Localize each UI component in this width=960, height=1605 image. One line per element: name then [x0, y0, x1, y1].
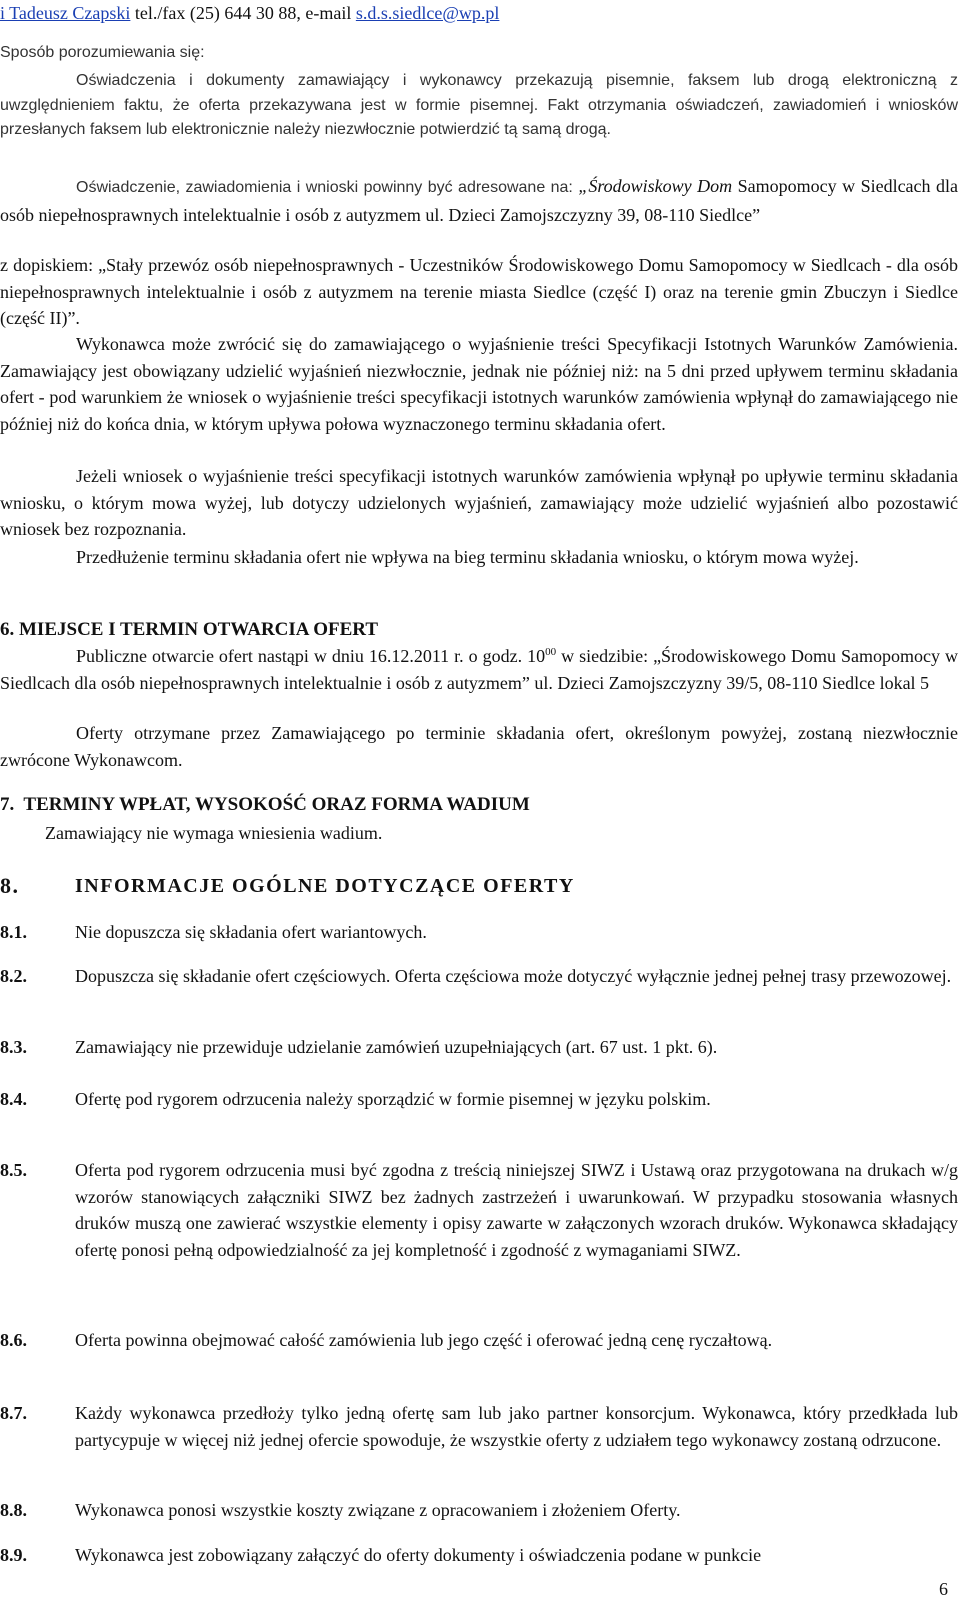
- item-number: 8.7.: [0, 1403, 27, 1423]
- item-text: Nie dopuszcza się składania ofert wariantowych.: [75, 922, 427, 942]
- section-6-paragraph-2: Oferty otrzymane przez Zamawiającego po terminie składania ofert, określonym powyżej, zostaną niezwłocznie zwrócone Wykonawcom.: [0, 723, 958, 770]
- opening-time-minutes: 00: [545, 646, 557, 658]
- communication-paragraph-2: [0, 173, 958, 228]
- item-number: 8.3.: [0, 1037, 27, 1057]
- item-number: 8.4.: [0, 1089, 27, 1109]
- communication-heading: Sposób porozumiewania się:: [0, 44, 205, 61]
- item-number: 8.5.: [0, 1160, 27, 1180]
- section-8-heading: [0, 873, 958, 901]
- page-number: 6: [939, 1579, 948, 1599]
- list-item: [0, 1086, 958, 1113]
- item-text: Zamawiający nie przewiduje udzielanie zamówień uzupełniających (art. 67 ust. 1 pkt. 6).: [75, 1037, 718, 1057]
- address-lead: Oświadczenie, zawiadomienia i wnioski powinny być adresowane na:: [76, 179, 579, 196]
- address-name: „Środowiskowy Dom: [578, 176, 733, 196]
- section-7-paragraph: Zamawiający nie wymaga wniesienia wadium.: [45, 823, 383, 843]
- item-number: 8.8.: [0, 1500, 27, 1520]
- item-text: Ofertę pod rygorem odrzucenia należy sporządzić w formie pisemnej w języku polskim.: [75, 1089, 711, 1109]
- address-rest: Samopomocy w Siedlcach dla osób niepełnosprawnych intelektualnie i osób z autyzmem ul. Dzieci Zamojszczyzny 39, 08-110 Siedlce”: [0, 176, 959, 225]
- item-text: Oferta powinna obejmować całość zamówienia lub jego część i oferować jedną cenę ryczałtową.: [75, 1330, 773, 1350]
- communication-paragraph-6: Przedłużenie terminu składania ofert nie wpływa na bieg terminu składania wniosku, o którym mowa wyżej.: [76, 547, 859, 567]
- list-item: [0, 1034, 958, 1061]
- section-7-heading: 7. TERMINY WPŁAT, WYSOKOŚĆ ORAZ FORMA WADIUM: [0, 794, 530, 815]
- item-text: Oferta pod rygorem odrzucenia musi być zgodna z treścią niniejszej SIWZ i Ustawą oraz przygotowana na drukach w/g wzorów stanowiących załączniki SIWZ bez żadnych zastrzeżeń i uwarunkowań. W przypadku stosowania własnych druków muszą one zawierać wszystkie elementy i opisy zawarte w załączonych wzorach druków. Wykonawca składający ofertę ponosi pełną odpowiedzialność za jej kompletność i zgodność z wymaganiami SIWZ.: [75, 1160, 958, 1260]
- contact-phone: tel./fax (25) 644 30 88, e-mail: [130, 3, 356, 23]
- list-item: [0, 1497, 958, 1524]
- contact-email-link[interactable]: s.d.s.siedlce@wp.pl: [355, 3, 500, 23]
- list-item: [0, 919, 958, 946]
- contact-name[interactable]: i Tadeusz Czapski: [0, 3, 131, 23]
- communication-paragraph-1: Oświadczenia i dokumenty zamawiający i wykonawcy przekazują pisemnie, faksem lub drogą elektroniczną z uwzględnieniem faktu, że oferta przekazywana jest w formie pisemnej. Fakt otrzymania oświadczeń, zawiadomień i wniosków przesłanych faksem lub elektronicznie należy niezwłocznie potwierdzić tą samą drogą.: [0, 72, 958, 138]
- list-item: [0, 1542, 958, 1569]
- item-text: Wykonawca ponosi wszystkie koszty związane z opracowaniem i złożeniem Oferty.: [75, 1500, 681, 1520]
- item-number: 8.1.: [0, 922, 27, 942]
- section-6-paragraph-1: [0, 643, 958, 696]
- opening-location-text: w siedzibie: „Środowiskowego Domu Samopomocy w Siedlcach dla osób niepełnosprawnych intelektualnie i osób z autyzmem” ul. Dzieci Zamojszczyzny 39/5, 08-110 Siedlce lokal 5: [0, 646, 959, 693]
- opening-date-text: Publiczne otwarcie ofert nastąpi w dniu 16.12.2011 r. o godz. 10: [76, 646, 546, 666]
- item-text: Każdy wykonawca przedłoży tylko jedną ofertę sam lub jako partner konsorcjum. Wykonawca, który przedkłada lub partycypuje w więcej niż jednej ofercie spowoduje, że wszystkie oferty z udziałem tego wykonawcy zostaną odrzucone.: [75, 1403, 958, 1450]
- list-item: [0, 963, 958, 990]
- list-item: [0, 1157, 958, 1263]
- communication-paragraph-3: z dopiskiem: „Stały przewóz osób niepełnosprawnych - Uczestników Środowiskowego Domu Samopomocy w Siedlcach - dla osób niepełnosprawnych intelektualnie i osób z autyzmem na terenie miasta Siedlce (część I) oraz na terenie gmin Zbuczyn i Siedlce (część II)”.: [0, 255, 958, 328]
- list-item: [0, 1400, 958, 1453]
- section-8-number: 8.: [0, 873, 20, 898]
- item-text: Wykonawca jest zobowiązany załączyć do oferty dokumenty i oświadczenia podane w punkcie: [75, 1545, 762, 1565]
- item-number: 8.2.: [0, 966, 27, 986]
- contact-line: [0, 0, 958, 27]
- item-text: Dopuszcza się składanie ofert częściowych. Oferta częściowa może dotyczyć wyłącznie jednej pełnej trasy przewozowej.: [75, 966, 952, 986]
- section-8-title: INFORMACJE OGÓLNE DOTYCZĄCE OFERTY: [75, 875, 575, 897]
- list-item: [0, 1327, 958, 1354]
- communication-paragraph-4: Wykonawca może zwrócić się do zamawiającego o wyjaśnienie treści Specyfikacji Istotnych Warunków Zamówienia. Zamawiający jest obowiązany udzielić wyjaśnień niezwłocznie, jednak nie później niż: na 5 dni przed upływem terminu składania ofert - pod warunkiem że wniosek o wyjaśnienie treści specyfikacji istotnych warunków zamówienia wpłynął do zamawiającego nie później niż do końca dnia, w którym upływa połowa wyznaczonego terminu składania ofert.: [0, 334, 958, 434]
- communication-paragraph-5: Jeżeli wniosek o wyjaśnienie treści specyfikacji istotnych warunków zamówienia wpłynął po upływie terminu składania wniosku, o którym mowa wyżej, lub dotyczy udzielonych wyjaśnień, zamawiający może udzielić wyjaśnień albo pozostawić wniosek bez rozpoznania.: [0, 466, 958, 539]
- section-6-heading: 6. MIEJSCE I TERMIN OTWARCIA OFERT: [0, 619, 378, 640]
- item-number: 8.6.: [0, 1330, 27, 1350]
- item-number: 8.9.: [0, 1545, 27, 1565]
